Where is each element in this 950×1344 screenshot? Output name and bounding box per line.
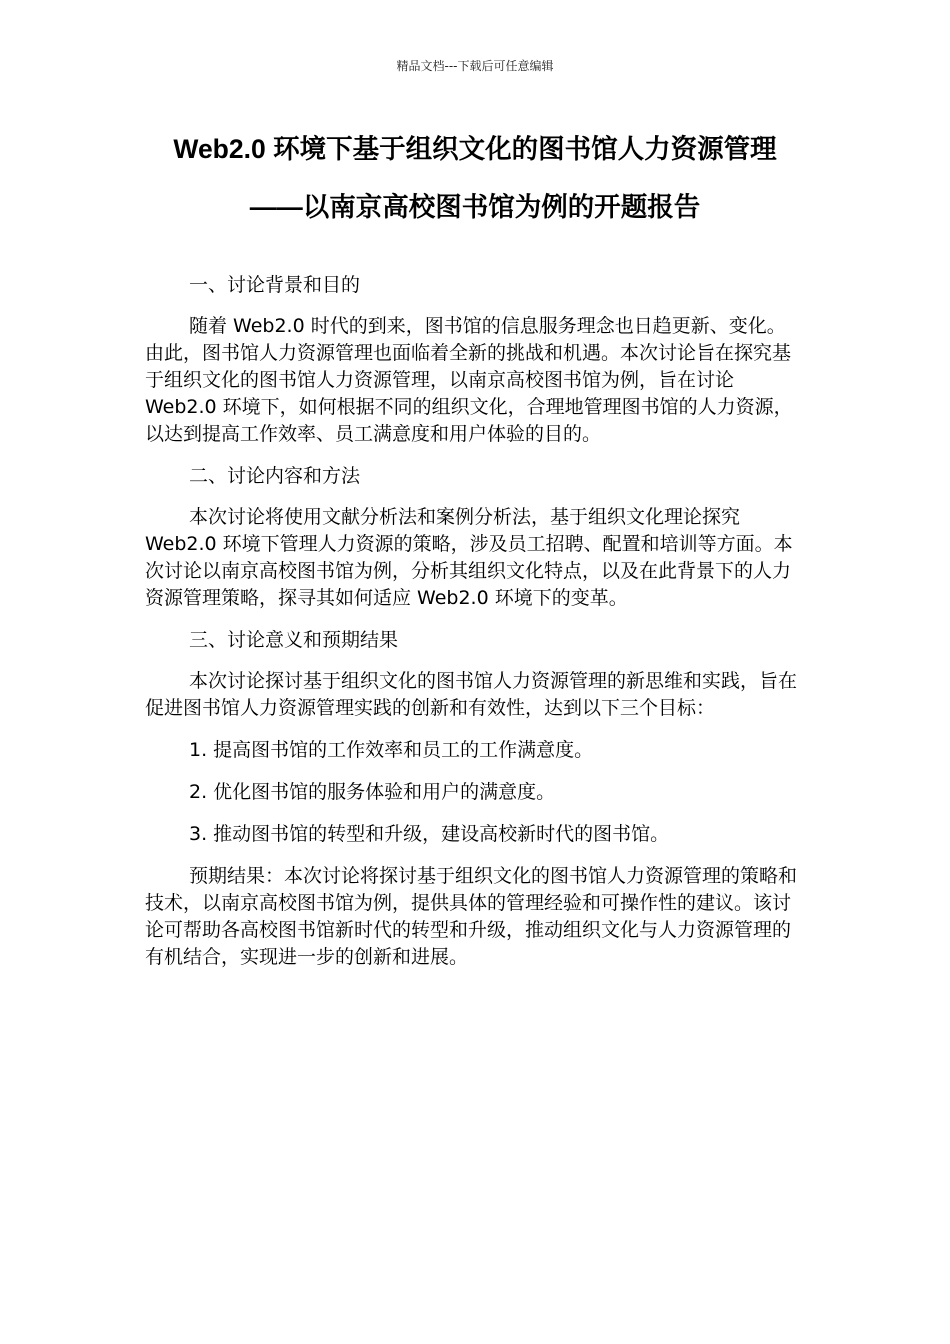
title-line-2: ——以南京高校图书馆为例的开题报告: [249, 192, 701, 222]
document-title: [100, 134, 850, 222]
section-paragraph-significance: 本次讨论探讨基于组织文化的图书馆人力资源管理的新思维和实践，旨在促进图书馆人力资源管理实践的创新和有效性，达到以下三个目标：: [145, 670, 798, 719]
section-paragraph-background: 随着 Web2.0 时代的到来，图书馆的信息服务理念也日趋更新、变化。由此，图书馆人力资源管理也面临着全新的挑战和机遇。本次讨论旨在探究基于组织文化的图书馆人力资源管理，以南京高校图书馆为例，旨在讨论 Web2.0 环境下，如何根据不同的组织文化，合理地管理图书馆的人力资源，以达到提高工作效率、员工满意度和用户体验的目的。: [145, 315, 793, 445]
document-body: [145, 272, 800, 985]
goal-list-item: 1. 提高图书馆的工作效率和员工的工作满意度。: [189, 739, 594, 761]
goal-list-item: 3. 推动图书馆的转型和升级，建设高校新时代的图书馆。: [189, 823, 670, 845]
section-heading-content-methods: 二、讨论内容和方法: [189, 465, 361, 487]
section-heading-background: 一、讨论背景和目的: [189, 274, 361, 296]
goal-list-item: 2. 优化图书馆的服务体验和用户的满意度。: [189, 781, 556, 803]
page-header: 精品文档---下载后可任意编辑: [396, 59, 554, 73]
section-heading-significance: 三、讨论意义和预期结果: [189, 629, 399, 651]
section-paragraph-content-methods: 本次讨论将使用文献分析法和案例分析法，基于组织文化理论探究 Web2.0 环境下管理人力资源的策略，涉及员工招聘、配置和培训等方面。本次讨论以南京高校图书馆为例，分析其组织文化特点，以及在此背景下的人力资源管理策略，探寻其如何适应 Web2.0 环境下的变革。: [145, 506, 793, 609]
expected-results-paragraph: 预期结果：本次讨论将探讨基于组织文化的图书馆人力资源管理的策略和技术，以南京高校图书馆为例，提供具体的管理经验和可操作性的建议。该讨论可帮助各高校图书馆新时代的转型和升级，推动组织文化与人力资源管理的有机结合，实现进一步的创新和进展。: [145, 865, 798, 968]
title-line-1: Web2.0 环境下基于组织文化的图书馆人力资源管理: [173, 134, 777, 164]
